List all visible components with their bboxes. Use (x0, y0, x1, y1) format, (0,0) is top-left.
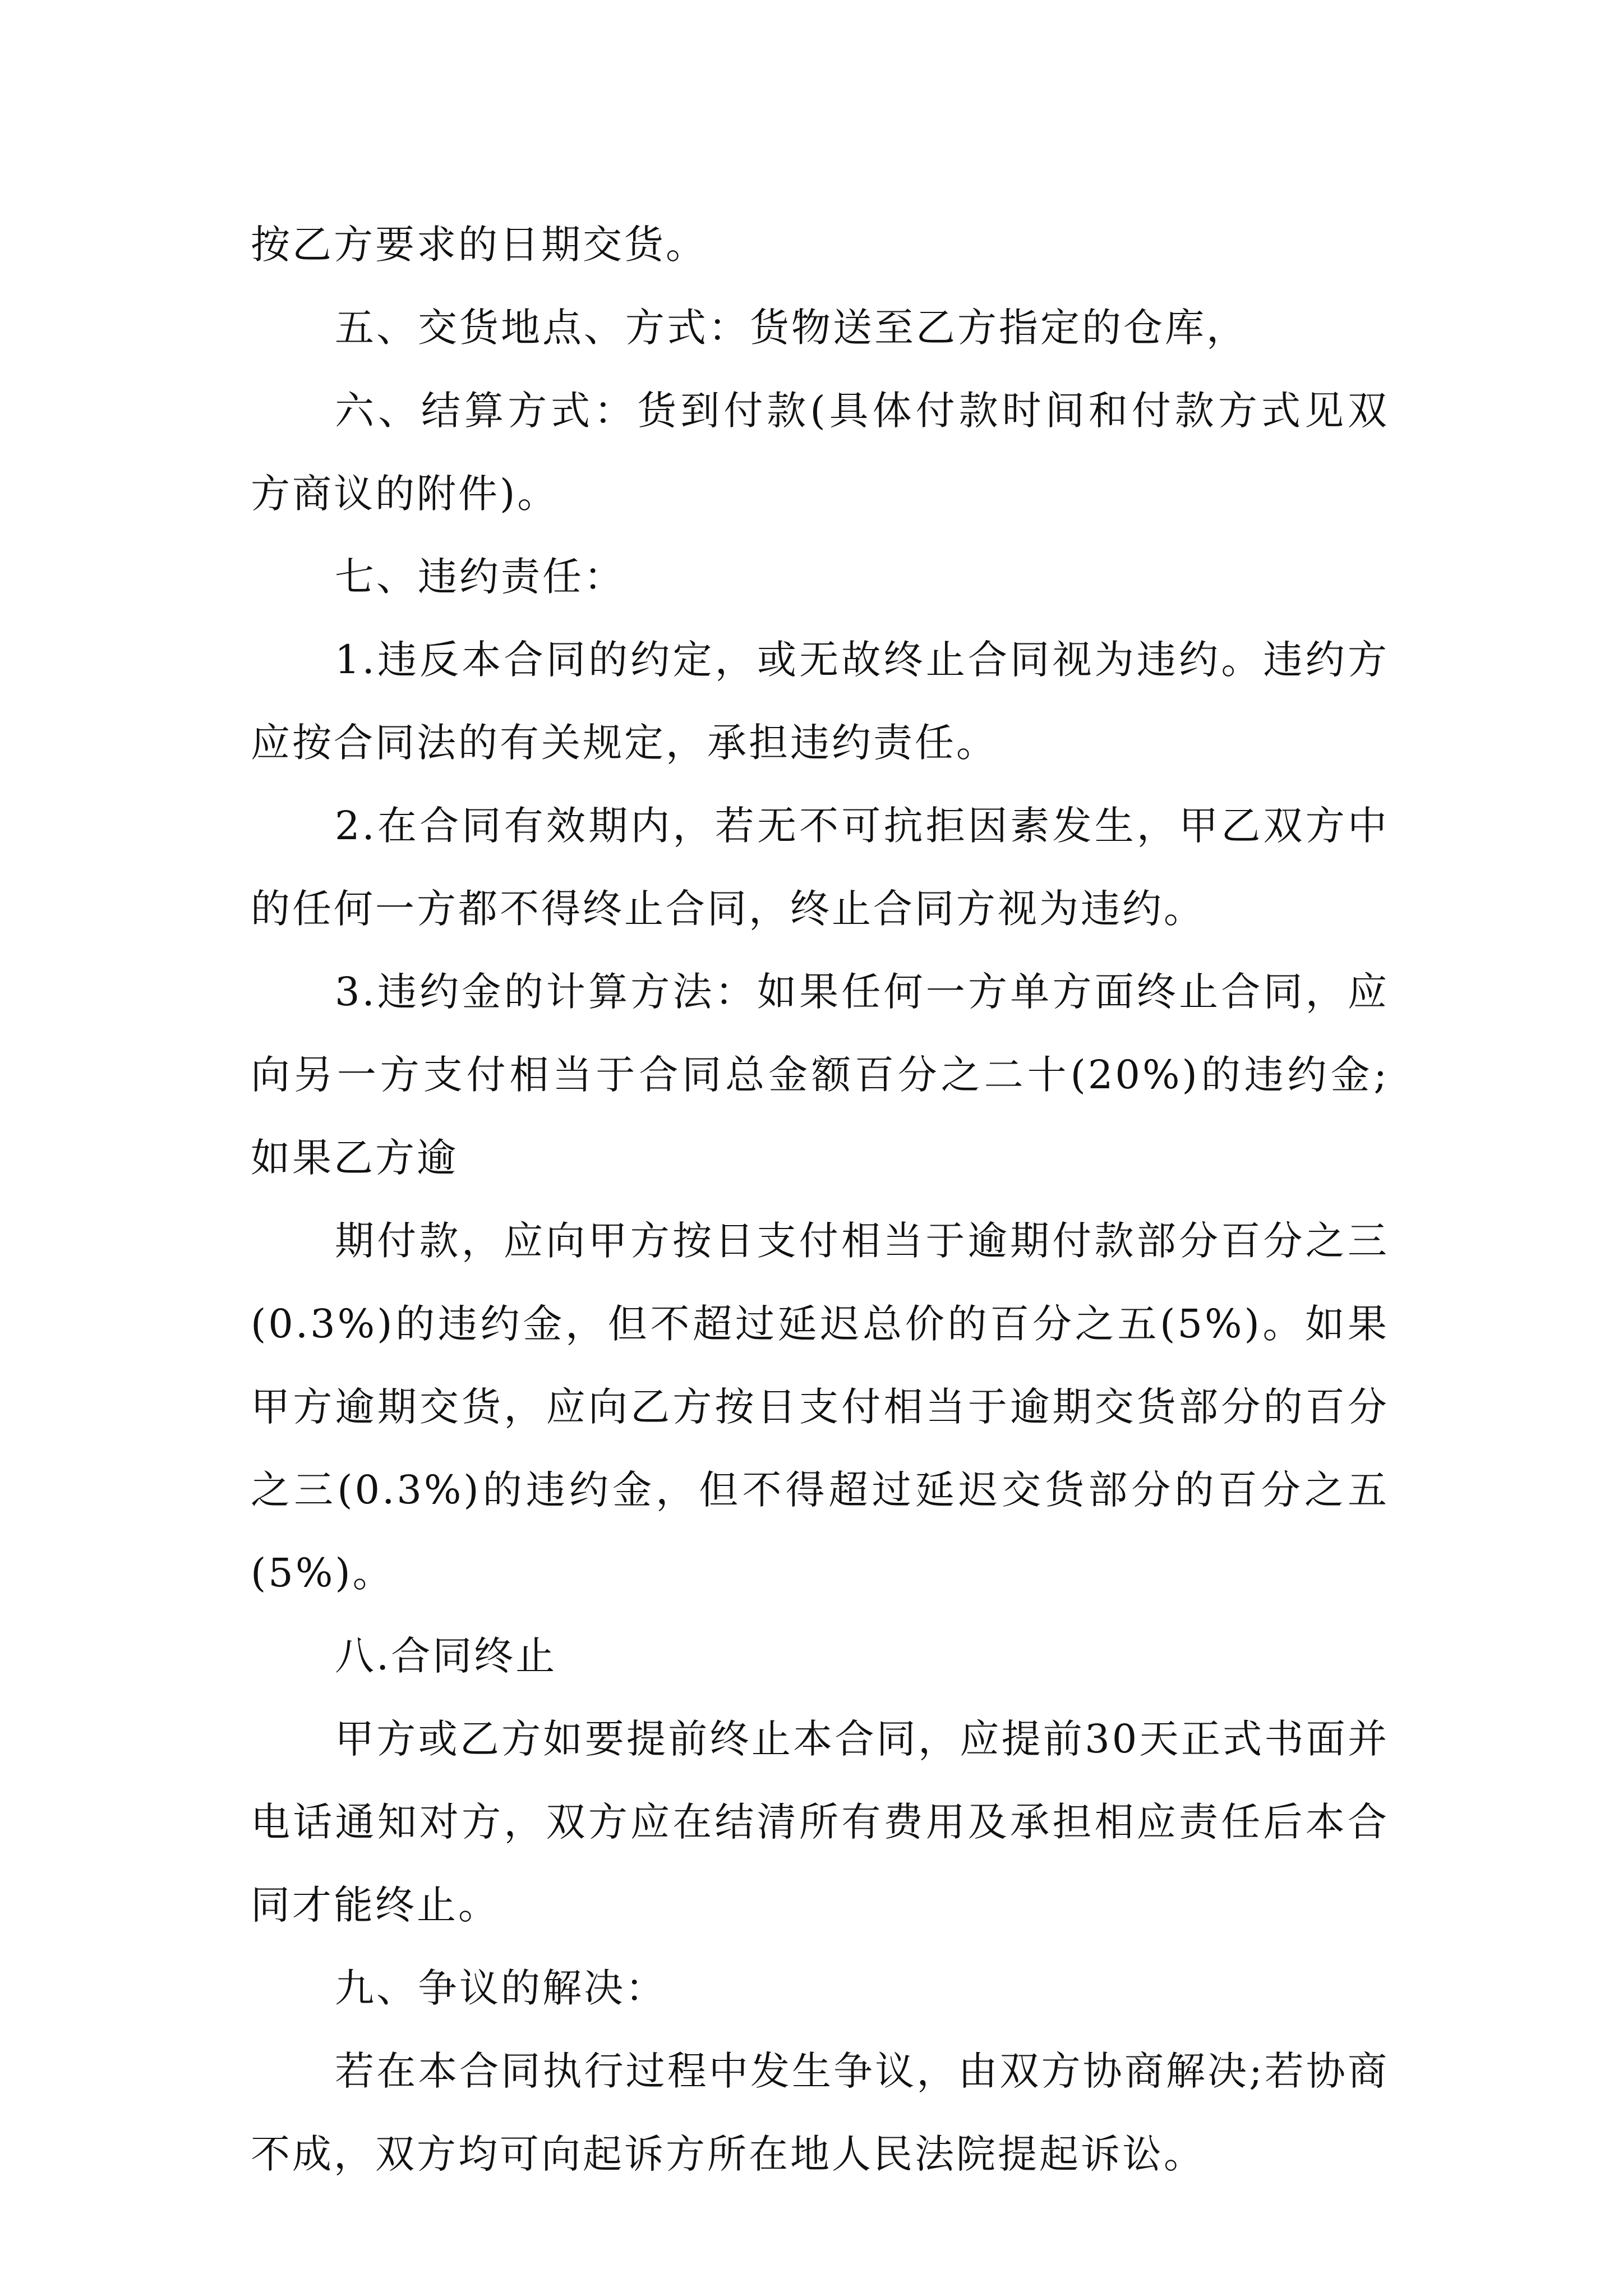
heading-breach-liability: 七、违约责任： (335, 554, 625, 600)
paragraph-delivery-date: 按乙方要求的日期交货。 (251, 222, 707, 268)
paragraph-delivery-location: 五、交货地点、方式：货物送至乙方指定的仓库， (335, 305, 1248, 351)
paragraph-dispute: 若在本合同执行过程中发生争议，由双方协商解决;若协商不成，双方均可向起诉方所在地人民法院提起诉讼。 (251, 2048, 1389, 2177)
heading-termination: 八.合同终止 (335, 1633, 557, 1679)
paragraph-settlement: 六、结算方式：货到付款(具体付款时间和付款方式见双方商议的附件)。 (251, 388, 1389, 517)
paragraph-late-payment: 期付款，应向甲方按日支付相当于逾期付款部分百分之三(0.3%)的违约金，但不超过延迟总价的百分之五(5%)。如果甲方逾期交货，应向乙方按日支付相当于逾期交货部分的百分之三(0.3%)的违约金，但不得超过延迟交货部分的百分之五(5%)。 (251, 1218, 1389, 1596)
paragraph-breach-3: 3.违约金的计算方法：如果任何一方单方面终止合同，应向另一方支付相当于合同总金额百分之二十(20%)的违约金;如果乙方逾 (251, 969, 1389, 1181)
paragraph-breach-1: 1.违反本合同的约定，或无故终止合同视为违约。违约方应按合同法的有关规定，承担违约责任。 (251, 637, 1389, 766)
paragraph-breach-2: 2.在合同有效期内，若无不可抗拒因素发生，甲乙双方中的任何一方都不得终止合同，终止合同方视为违约。 (251, 803, 1389, 932)
heading-dispute: 九、争议的解决： (335, 1965, 667, 2011)
paragraph-termination: 甲方或乙方如要提前终止本合同，应提前30天正式书面并电话通知对方，双方应在结清所有费用及承担相应责任后本合同才能终止。 (251, 1716, 1389, 1928)
document-body (251, 203, 1389, 2196)
